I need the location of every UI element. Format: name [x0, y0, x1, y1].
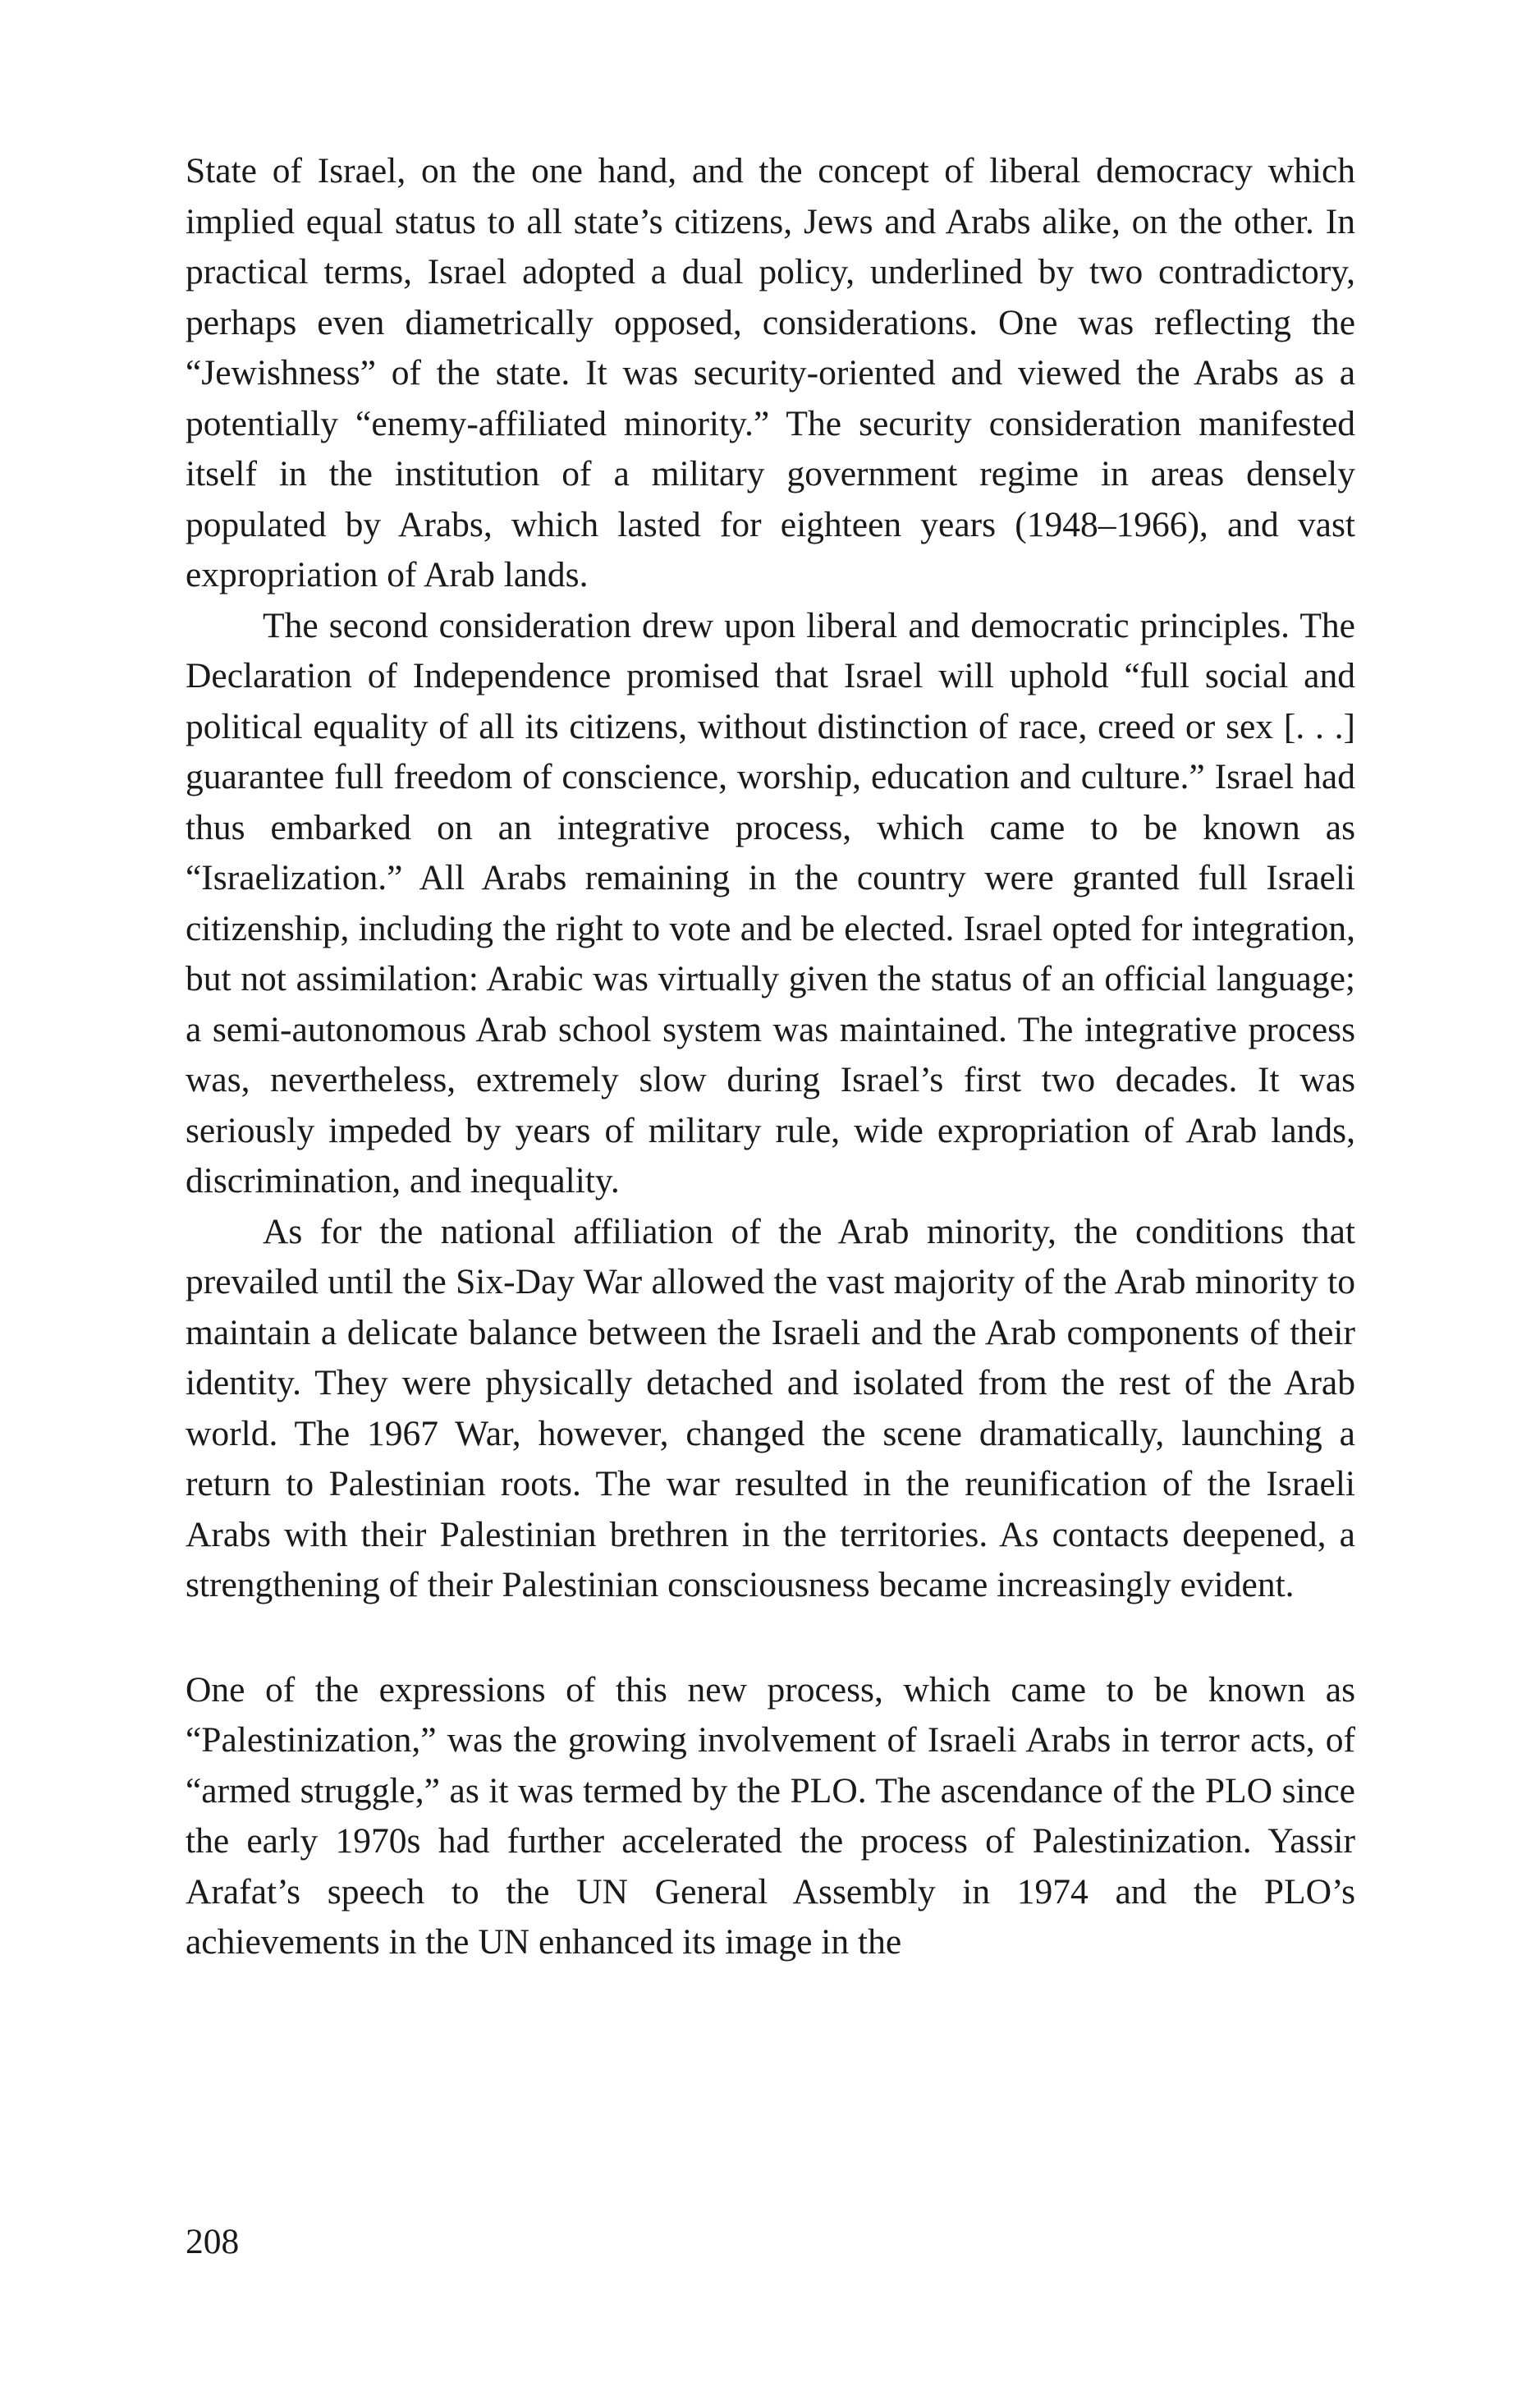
paragraph-national-affiliation: As for the national affiliation of the Arab minority, the conditions that prevailed until the Six-Day War allowed the vast majority of the Arab minority to maintain a delicate balance between the Israeli and the Arab components of their identity. They were physically detached and isolated from the rest of the Arab world. The 1967 War, however, changed the scene dramatically, launching a return to Palestinian roots. The war resulted in the reunification of the Israeli Arabs with their Palestinian brethren in the territories. As contacts deepened, a strengthening of their Palestinian consciousness became increasingly evident. — [186, 1211, 1355, 1604]
paragraph-continuation: State of Israel, on the one hand, and the concept of liberal democracy which implied equal status to all state’s citizens, Jews and Arabs alike, on the other. In practical terms, Israel adopted a dual policy, underlined by two contradictory, perhaps even diametrically opposed, considerations. One was reflecting the “Jewishness” of the state. It was security-oriented and viewed the Arabs as a potentially “enemy-affiliated minority.” The security consideration manifested itself in the institution of a military government regime in areas densely populated by Arabs, which lasted for eighteen years (1948–1966), and vast expropriation of Arab lands. — [186, 151, 1355, 594]
book-page — [186, 146, 1355, 1968]
paragraph-second-consideration: The second consideration drew upon liberal and democratic principles. The Declaration of Independence promised that Israel will uphold “full social and political equality of all its citizens, without distinction of race, creed or sex [. . .] guarantee full freedom of conscience, worship, education and culture.” Israel had thus embarked on an integrative process, which came to be known as “Israelization.” All Arabs remaining in the country were granted full Israeli citizenship, including the right to vote and be elected. Israel opted for integration, but not assimilation: Arabic was virtually given the status of an official language; a semi-autonomous Arab school system was maintained. The integrative process was, nevertheless, extremely slow during Israel’s first two decades. It was seriously impeded by years of military rule, wide expropriation of Arab lands, discrimination, and inequality. — [186, 605, 1355, 1200]
paragraph-palestinization: One of the expressions of this new process, which came to be known as “Palestinization,” was the growing involvement of Israeli Arabs in terror acts, of “armed struggle,” as it was termed by the PLO. The ascendance of the PLO since the early 1970s had further accelerated the process of Palestinization. Yassir Arafat’s speech to the UN General Assembly in 1974 and the PLO’s achievements in the UN enhanced its image in the — [186, 1669, 1355, 1962]
page-number: 208 — [186, 2222, 240, 2261]
